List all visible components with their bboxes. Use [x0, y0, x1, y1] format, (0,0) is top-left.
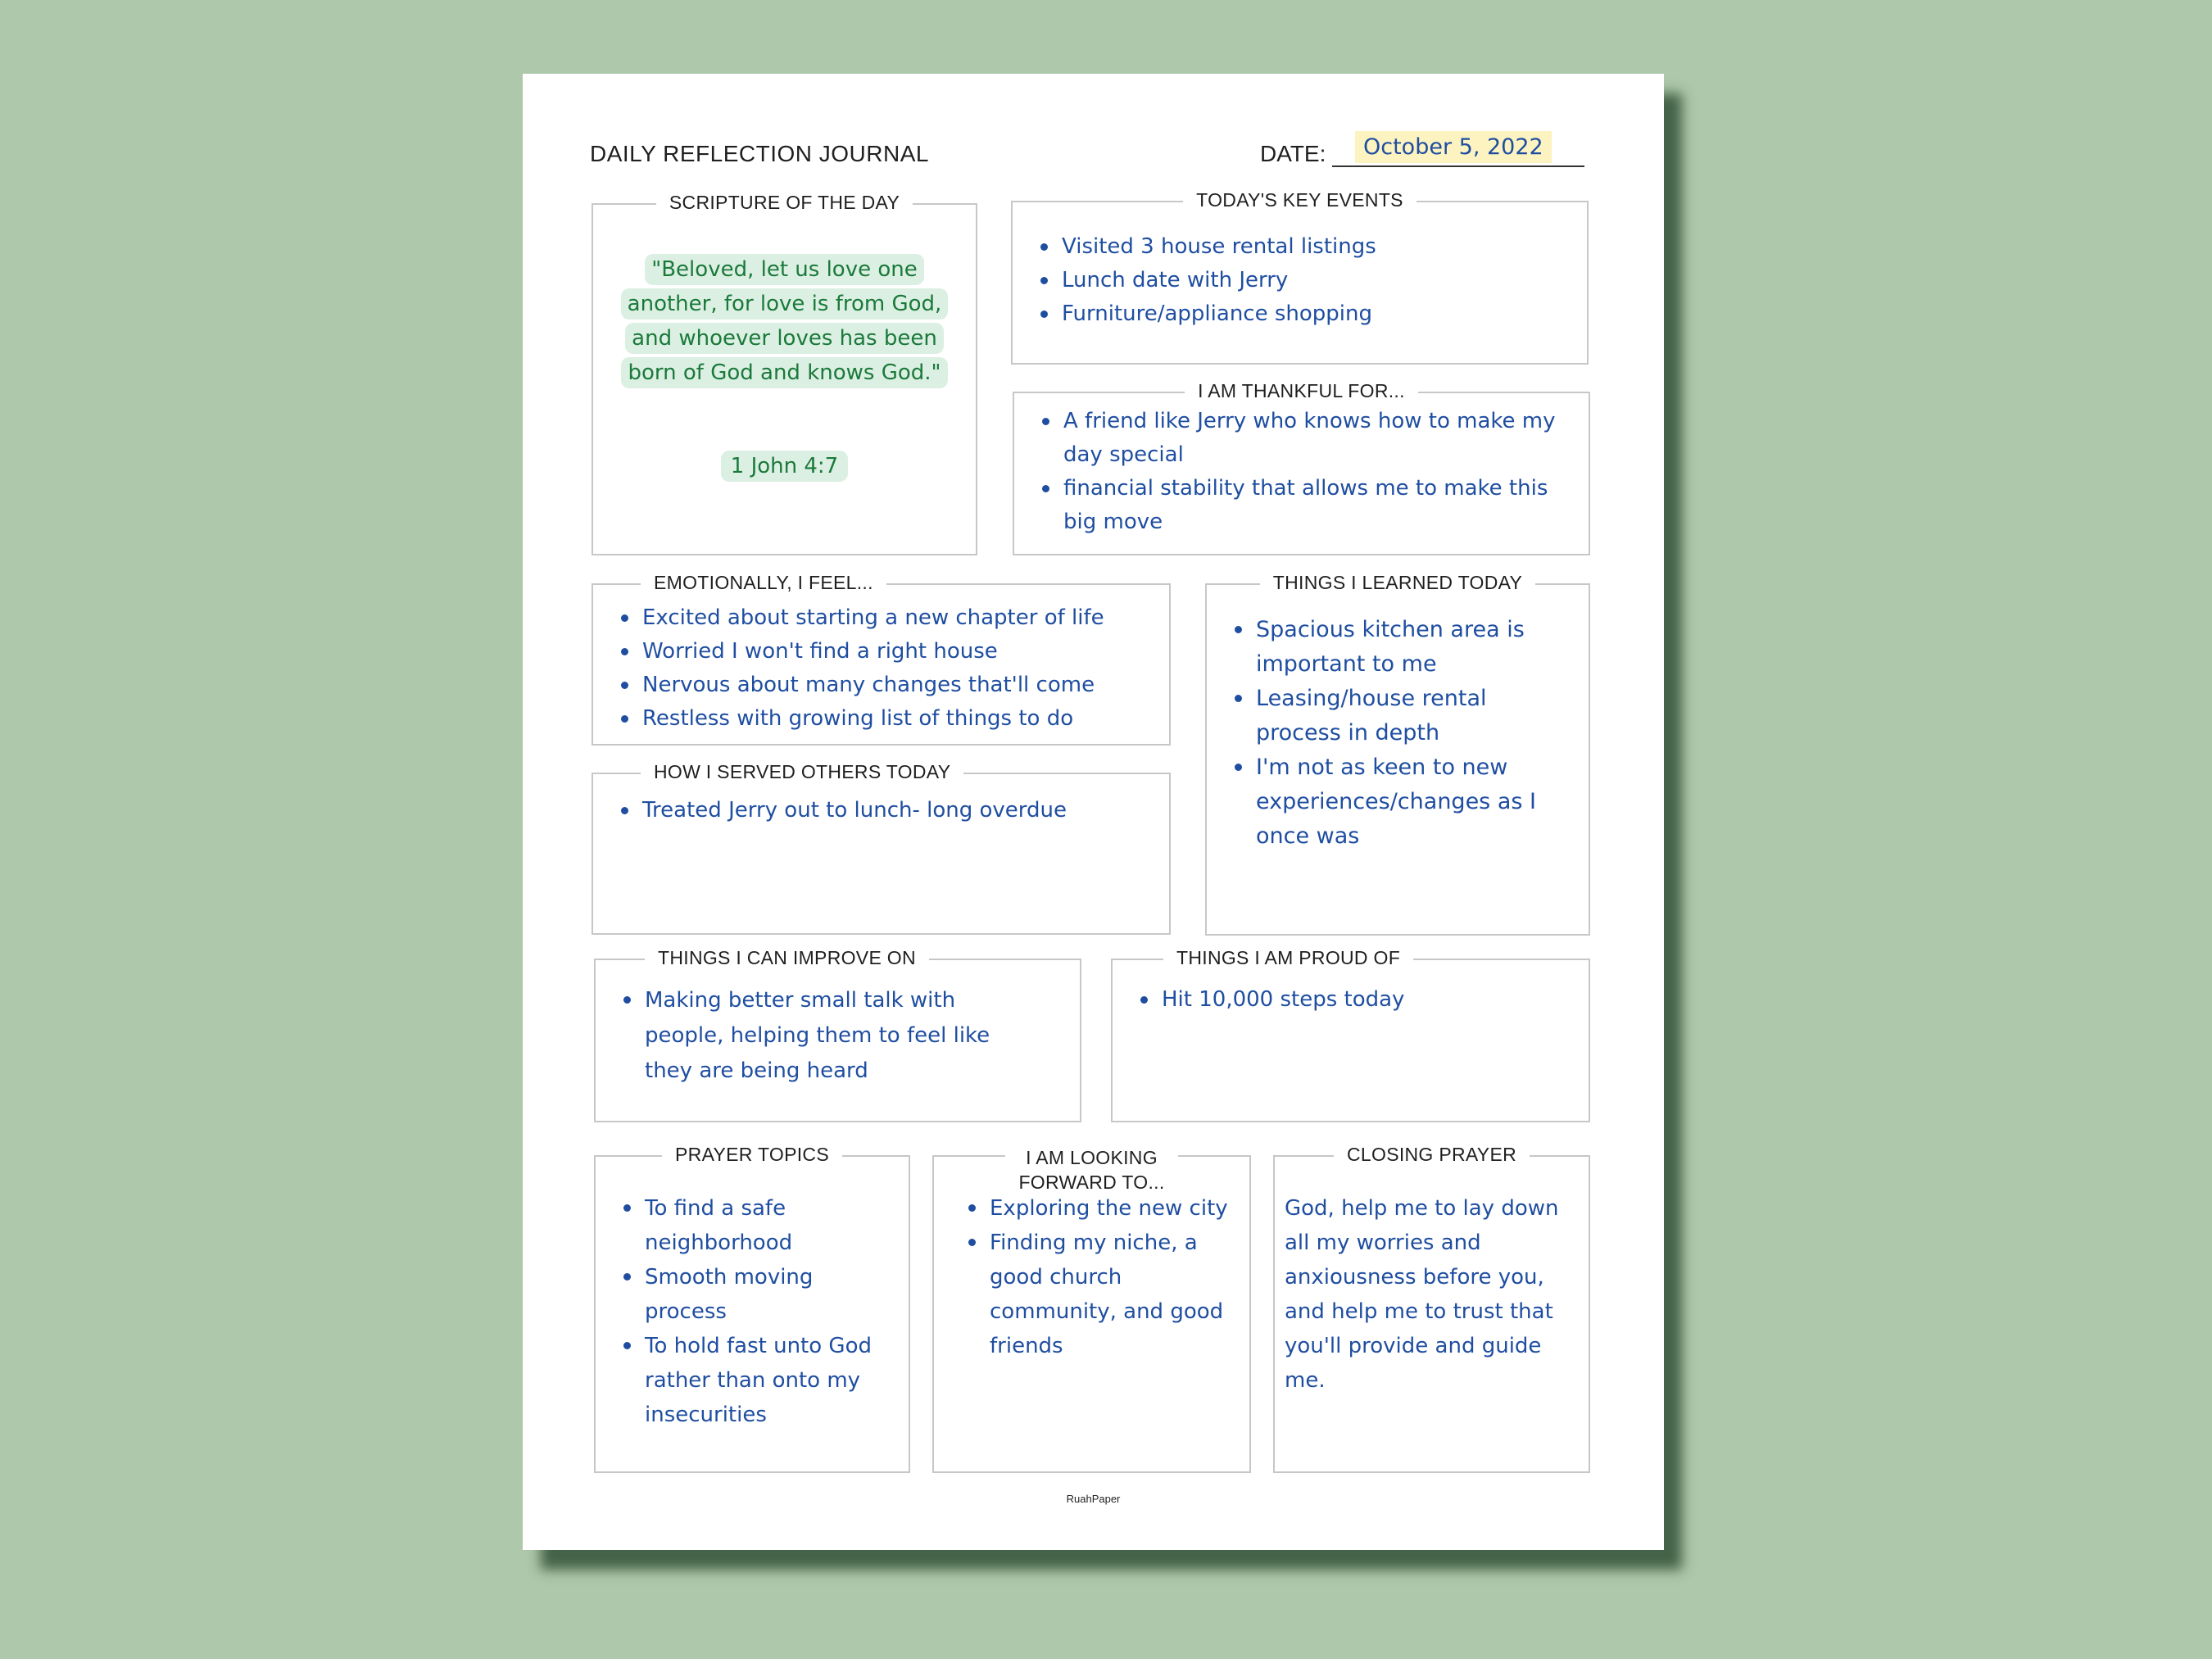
key-events-box: [1011, 189, 1589, 365]
list-item: Smooth moving process: [622, 1260, 892, 1329]
closing-prayer-box: [1273, 1144, 1590, 1473]
list-item: Hit 10,000 steps today: [1139, 983, 1572, 1017]
list-item: Lunch date with Jerry: [1039, 264, 1571, 297]
list-item: Worried I won't find a right house: [619, 635, 1153, 669]
improve-list: [622, 983, 1031, 1089]
footer-brand: RuahPaper: [1066, 1493, 1121, 1505]
learned-box: [1205, 572, 1590, 936]
served-box: [592, 761, 1171, 935]
list-item: financial stability that allows me to make this big move: [1040, 472, 1572, 539]
looking-forward-box: [932, 1147, 1251, 1473]
list-item: Visited 3 house rental listings: [1039, 230, 1571, 264]
list-item: Nervous about many changes that'll come: [619, 669, 1153, 702]
thankful-box: [1013, 380, 1590, 555]
list-item: To hold fast unto God rather than onto my insecurities: [622, 1329, 892, 1432]
learned-list: [1233, 613, 1572, 854]
learned-title: THINGS I LEARNED TODAY: [1260, 571, 1535, 594]
date-underline: [1332, 165, 1584, 167]
closing-prayer-text: God, help me to lay down all my worries and anxiousness before you, and help me to trust that you'll provide and guide me.: [1285, 1196, 1559, 1393]
list-item: Treated Jerry out to lunch- long overdue: [619, 794, 1153, 827]
list-item: Leasing/house rental process in depth: [1233, 682, 1572, 750]
journal-page: [523, 74, 1664, 1550]
proud-list: [1139, 983, 1572, 1017]
list-item: Finding my niche, a good church community, and good friends: [967, 1226, 1233, 1363]
improve-title: THINGS I CAN IMPROVE ON: [645, 946, 929, 969]
key-events-title: TODAY'S KEY EVENTS: [1183, 188, 1416, 211]
date-label: DATE:: [1260, 141, 1326, 166]
emotions-title: EMOTIONALLY, I FEEL...: [641, 571, 886, 594]
looking-forward-title: I AM LOOKING FORWARD TO...: [1005, 1145, 1177, 1194]
list-item: Restless with growing list of things to do: [619, 702, 1153, 736]
scripture-verse: "Beloved, let us love one another, for love is from God, and whoever loves has been born of God and knows God.": [621, 254, 949, 388]
scripture-reference: 1 John 4:7: [721, 451, 848, 482]
scripture-title: SCRIPTURE OF THE DAY: [656, 191, 913, 214]
prayer-topics-title: PRAYER TOPICS: [662, 1143, 842, 1166]
list-item: To find a safe neighborhood: [622, 1191, 892, 1260]
key-events-list: [1039, 230, 1571, 331]
list-item: Making better small talk with people, helping them to feel like they are being heard: [622, 983, 1031, 1089]
proud-box: [1111, 947, 1590, 1122]
list-item: Exploring the new city: [967, 1191, 1233, 1226]
served-list: [619, 794, 1153, 827]
closing-prayer-title: CLOSING PRAYER: [1334, 1143, 1530, 1166]
list-item: A friend like Jerry who knows how to make my day special: [1040, 405, 1572, 472]
page-title: DAILY REFLECTION JOURNAL: [590, 141, 929, 166]
list-item: Furniture/appliance shopping: [1039, 297, 1571, 331]
thankful-title: I AM THANKFUL FOR...: [1185, 379, 1418, 402]
looking-forward-list: [967, 1191, 1233, 1363]
prayer-topics-box: [594, 1144, 910, 1473]
list-item: I'm not as keen to new experiences/changes as I once was: [1233, 750, 1572, 854]
list-item: Excited about starting a new chapter of life: [619, 601, 1153, 635]
emotions-box: [592, 572, 1171, 746]
prayer-topics-list: [622, 1191, 892, 1432]
date-value: October 5, 2022: [1355, 131, 1552, 163]
improve-box: [594, 947, 1081, 1122]
proud-title: THINGS I AM PROUD OF: [1163, 946, 1413, 969]
thankful-list: [1040, 405, 1572, 539]
emotions-list: [619, 601, 1153, 736]
scripture-box: [592, 192, 977, 555]
list-item: Spacious kitchen area is important to me: [1233, 613, 1572, 682]
served-title: HOW I SERVED OTHERS TODAY: [641, 760, 963, 783]
